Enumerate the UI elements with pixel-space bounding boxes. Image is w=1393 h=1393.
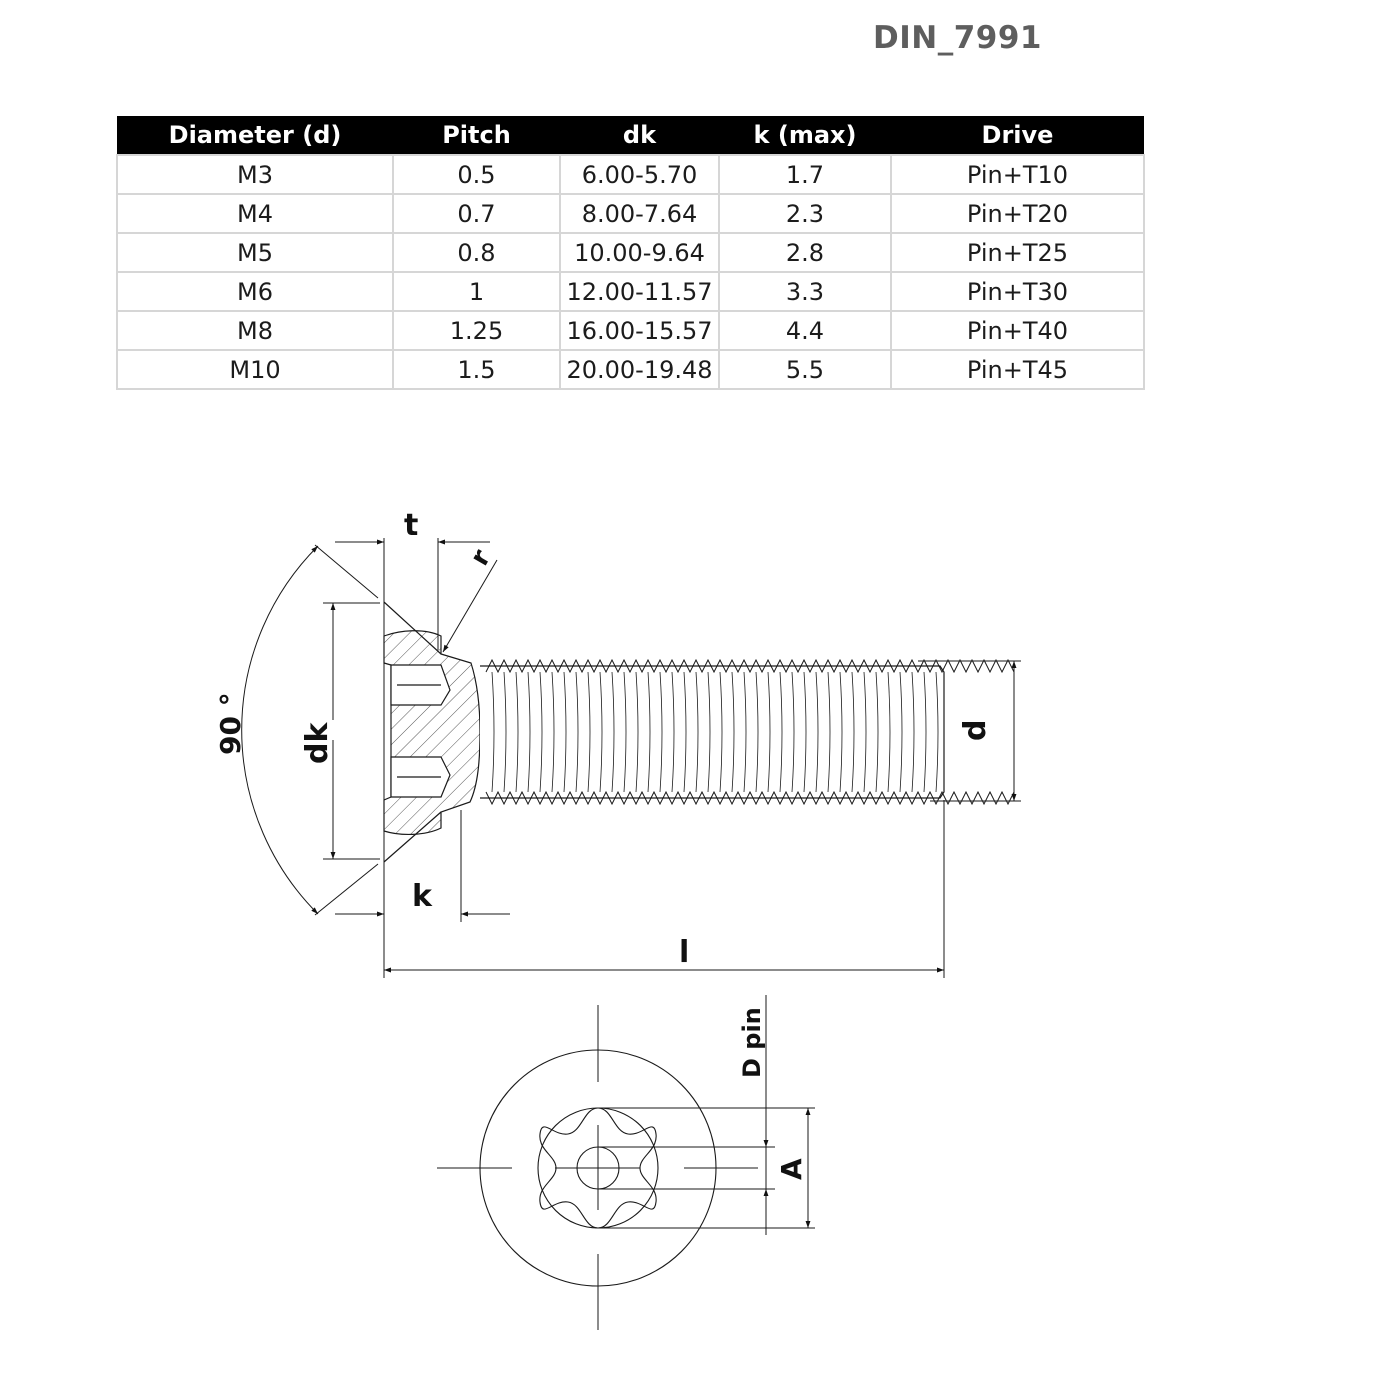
screw-head-section: [384, 631, 480, 835]
center-lines: [437, 1005, 758, 1330]
cell-drive: Pin+T45: [891, 350, 1144, 389]
header-pitch: Pitch: [393, 116, 560, 155]
cell-dk: 10.00-9.64: [560, 233, 719, 272]
cell-diameter: M5: [117, 233, 393, 272]
cell-drive: Pin+T40: [891, 311, 1144, 350]
top-view-labels: [738, 1007, 808, 1180]
cell-drive: Pin+T30: [891, 272, 1144, 311]
cell-dk: 12.00-11.57: [560, 272, 719, 311]
top-dimension-lines: [598, 995, 815, 1235]
label-d: d: [958, 719, 993, 741]
label-t: t: [404, 508, 419, 543]
cell-diameter: M3: [117, 155, 393, 194]
header-k-max: k (max): [719, 116, 891, 155]
cell-diameter: M6: [117, 272, 393, 311]
cell-k-max: 2.8: [719, 233, 891, 272]
cell-diameter: M8: [117, 311, 393, 350]
cell-pitch: 1.25: [393, 311, 560, 350]
cell-dk: 6.00-5.70: [560, 155, 719, 194]
cell-pitch: 1.5: [393, 350, 560, 389]
label-k: k: [412, 879, 432, 914]
header-dk: dk: [560, 116, 719, 155]
cell-pitch: 0.5: [393, 155, 560, 194]
cell-k-max: 1.7: [719, 155, 891, 194]
cell-drive: Pin+T20: [891, 194, 1144, 233]
label-l: l: [679, 935, 690, 970]
cell-pitch: 0.8: [393, 233, 560, 272]
cell-k-max: 4.4: [719, 311, 891, 350]
cell-k-max: 5.5: [719, 350, 891, 389]
document-title: DIN_7991: [873, 20, 1042, 56]
cell-diameter: M10: [117, 350, 393, 389]
label-r: r: [464, 544, 498, 571]
cell-k-max: 2.3: [719, 194, 891, 233]
cell-drive: Pin+T25: [891, 233, 1144, 272]
cell-pitch: 0.7: [393, 194, 560, 233]
cell-drive: Pin+T10: [891, 155, 1144, 194]
cell-diameter: M4: [117, 194, 393, 233]
cell-dk: 8.00-7.64: [560, 194, 719, 233]
label-a: A: [775, 1158, 808, 1180]
cell-dk: 16.00-15.57: [560, 311, 719, 350]
side-view: [242, 538, 1021, 978]
label-d-pin: D pin: [738, 1007, 766, 1078]
cell-k-max: 3.3: [719, 272, 891, 311]
cell-pitch: 1: [393, 272, 560, 311]
header-drive: Drive: [891, 116, 1144, 155]
label-angle-90: 90 °: [214, 692, 247, 755]
thread-body: [480, 666, 944, 798]
header-diameter: Diameter (d): [117, 116, 393, 155]
label-dk: dk: [300, 722, 335, 764]
cell-dk: 20.00-19.48: [560, 350, 719, 389]
